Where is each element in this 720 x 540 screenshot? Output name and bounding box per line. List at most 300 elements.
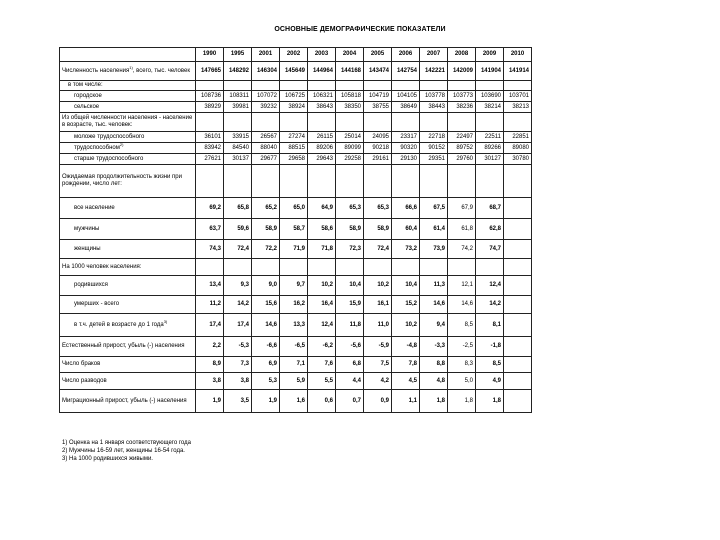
value-cell: 62,8 [476,219,504,240]
row-label-text: Из общей численности населения - население в возрасте, тыс. человек: [62,115,193,128]
value-cell: 10,4 [392,276,420,296]
value-cell [476,259,504,276]
value-cell: 29658 [280,154,308,165]
value-cell [392,81,420,91]
value-cell: 58,6 [308,219,336,240]
table-row [60,113,532,132]
row-label-text: умерших - всего [74,301,120,307]
value-cell: 9,0 [252,276,280,296]
value-cell: 147665 [196,62,224,81]
value-cell [392,113,420,132]
value-cell: 71,8 [308,240,336,259]
value-cell [448,113,476,132]
value-cell: 88515 [280,143,308,154]
value-cell: -5,3 [224,337,252,357]
demographics-table [59,47,532,413]
row-label-text: Численность населения [62,67,130,74]
row-label-tail: , всего, тыс. человек [132,67,190,74]
value-cell: -3,3 [420,337,448,357]
value-cell: 38350 [336,102,364,113]
value-cell [196,113,224,132]
value-cell: 107072 [252,91,280,102]
value-cell: 0,6 [308,390,336,413]
value-cell: 90152 [420,143,448,154]
footnote-marker: 2) [119,142,124,147]
value-cell: 12,1 [448,276,476,296]
table-row [60,276,532,296]
value-cell: 17,4 [196,314,224,337]
value-cell: 11,3 [420,276,448,296]
table-row [60,81,532,91]
value-cell [504,373,532,390]
value-cell: 89266 [476,143,504,154]
value-cell [364,81,392,91]
value-cell [504,276,532,296]
value-cell: 4,4 [336,373,364,390]
value-cell [196,165,224,198]
value-cell: 67,5 [420,198,448,219]
value-cell: -2,5 [448,337,476,357]
value-cell: 3,8 [196,373,224,390]
table-row [60,198,532,219]
value-cell [364,165,392,198]
year-header: 1995 [224,48,252,62]
value-cell [504,165,532,198]
value-cell: 10,2 [308,276,336,296]
value-cell: 143474 [364,62,392,81]
row-label [60,259,196,276]
row-label-text: Ожидаемая продолжительность жизни при рождении, число лет: [62,174,182,187]
year-header: 2002 [280,48,308,62]
value-cell: 65,8 [224,198,252,219]
value-cell: 8,5 [476,357,504,373]
value-cell: 103778 [420,91,448,102]
value-cell: 14,6 [448,296,476,314]
table-row [60,143,532,154]
value-cell: 14,2 [224,296,252,314]
value-cell: 33915 [224,132,252,143]
value-cell: 26567 [252,132,280,143]
value-cell: 89080 [504,143,532,154]
value-cell: 3,5 [224,390,252,413]
value-cell: 72,3 [336,240,364,259]
value-cell: 67,9 [448,198,476,219]
value-cell [392,259,420,276]
table-row [60,132,532,143]
value-cell: 74,2 [448,240,476,259]
value-cell: 89206 [308,143,336,154]
value-cell: 29643 [308,154,336,165]
row-label-text: Число разводов [62,377,107,384]
row-label-text: все население [74,204,115,211]
value-cell: 1,8 [420,390,448,413]
value-cell [476,113,504,132]
value-cell: 105818 [336,91,364,102]
value-cell: 11,0 [364,314,392,337]
value-cell: 69,2 [196,198,224,219]
value-cell: 17,4 [224,314,252,337]
value-cell: 12,4 [476,276,504,296]
value-cell [336,81,364,91]
value-cell: 142754 [392,62,420,81]
value-cell: 38643 [308,102,336,113]
value-cell: 142009 [448,62,476,81]
value-cell [504,81,532,91]
value-cell [252,113,280,132]
value-cell: 83942 [196,143,224,154]
value-cell: 58,7 [280,219,308,240]
value-cell: 7,1 [280,357,308,373]
value-cell: 16,2 [280,296,308,314]
row-label [60,102,196,113]
value-cell: 5,0 [448,373,476,390]
row-label-text: трудоспособном [74,144,120,151]
row-label [60,91,196,102]
value-cell: 30780 [504,154,532,165]
value-cell: 7,5 [364,357,392,373]
value-cell: 63,7 [196,219,224,240]
value-cell: 8,1 [476,314,504,337]
value-cell: 8,5 [448,314,476,337]
value-cell: 64,9 [308,198,336,219]
value-cell: 24095 [364,132,392,143]
value-cell [196,81,224,91]
value-cell [504,357,532,373]
value-cell: 15,9 [336,296,364,314]
value-cell: 38649 [392,102,420,113]
row-label-text: Миграционный прирост, убыль (-) населения [62,397,187,404]
value-cell [280,81,308,91]
value-cell [308,113,336,132]
value-cell [364,113,392,132]
value-cell: 38236 [448,102,476,113]
value-cell: 29161 [364,154,392,165]
value-cell: 72,4 [364,240,392,259]
value-cell: 10,4 [336,276,364,296]
value-cell [252,259,280,276]
value-cell [280,259,308,276]
value-cell: 27274 [280,132,308,143]
row-label [60,276,196,296]
row-label-text: родившихся [74,282,108,288]
value-cell [504,314,532,337]
value-cell [448,259,476,276]
value-cell: 146304 [252,62,280,81]
footnote: 1) Оценка на 1 января соответствующего года [62,440,191,446]
value-cell: 58,9 [252,219,280,240]
value-cell: 23317 [392,132,420,143]
value-cell: 148292 [224,62,252,81]
value-cell [224,259,252,276]
value-cell: 4,9 [476,373,504,390]
value-cell: 66,6 [392,198,420,219]
value-cell: 9,4 [420,314,448,337]
value-cell: 71,9 [280,240,308,259]
value-cell [420,113,448,132]
table-row [60,91,532,102]
value-cell: 15,2 [392,296,420,314]
value-cell: 108736 [196,91,224,102]
value-cell: 29351 [420,154,448,165]
row-label [60,337,196,357]
value-cell: 22511 [476,132,504,143]
value-cell: 39981 [224,102,252,113]
table-row [60,154,532,165]
value-cell: 5,3 [252,373,280,390]
value-cell: 72,2 [252,240,280,259]
row-label [60,357,196,373]
table-row [60,357,532,373]
year-header: 2010 [504,48,532,62]
value-cell: 74,7 [476,240,504,259]
row-label-text: женщины [74,245,101,252]
row-label-text: Число браков [62,361,101,367]
value-cell: 61,4 [420,219,448,240]
value-cell: 4,5 [392,373,420,390]
value-cell: 8,3 [448,357,476,373]
header-corner-cell [60,48,196,62]
value-cell [364,259,392,276]
value-cell: 22718 [420,132,448,143]
value-cell: 12,4 [308,314,336,337]
table-row [60,240,532,259]
value-cell: 0,7 [336,390,364,413]
value-cell [308,259,336,276]
value-cell: 8,9 [196,357,224,373]
value-cell: 9,7 [280,276,308,296]
value-cell: 14,6 [252,314,280,337]
year-header: 2005 [364,48,392,62]
footnote-marker: 3) [163,318,168,324]
value-cell [504,390,532,413]
row-label-text: сельское [74,103,100,110]
row-label [60,62,196,81]
value-cell: 29130 [392,154,420,165]
value-cell: 144168 [336,62,364,81]
value-cell: 30127 [476,154,504,165]
value-cell: 145649 [280,62,308,81]
value-cell [504,113,532,132]
table-header-row [60,48,532,62]
table-row [60,165,532,198]
value-cell: -6,5 [280,337,308,357]
value-cell [392,165,420,198]
value-cell: 65,3 [364,198,392,219]
value-cell: 1,1 [392,390,420,413]
row-label [60,81,196,91]
value-cell: 61,8 [448,219,476,240]
value-cell: 38214 [476,102,504,113]
value-cell: 29677 [252,154,280,165]
value-cell: 60,4 [392,219,420,240]
value-cell: 106725 [280,91,308,102]
value-cell: 36101 [196,132,224,143]
value-cell: -6,6 [252,337,280,357]
value-cell: 4,2 [364,373,392,390]
value-cell: 5,9 [280,373,308,390]
value-cell: 90320 [392,143,420,154]
value-cell [252,81,280,91]
value-cell: 1,9 [196,390,224,413]
value-cell: 9,3 [224,276,252,296]
value-cell: 38213 [504,102,532,113]
value-cell: 7,8 [392,357,420,373]
row-label [60,240,196,259]
row-label-text: в т.ч. детей в возрасте до 1 года [74,321,164,328]
value-cell [336,113,364,132]
value-cell: 30137 [224,154,252,165]
value-cell [476,81,504,91]
footnote-marker: 1) [129,64,133,70]
value-cell [504,296,532,314]
value-cell [280,113,308,132]
value-cell: 29760 [448,154,476,165]
value-cell [504,219,532,240]
value-cell: 10,2 [364,276,392,296]
value-cell [224,165,252,198]
row-label-text: мужчины [74,225,100,232]
row-label-text: На 1000 человек населения: [62,263,142,270]
row-label [60,154,196,165]
value-cell: 29258 [336,154,364,165]
value-cell [420,259,448,276]
year-header: 2007 [420,48,448,62]
value-cell [224,113,252,132]
row-label [60,219,196,240]
table-row [60,373,532,390]
year-header: 2006 [392,48,420,62]
value-cell: 7,3 [224,357,252,373]
value-cell: 58,9 [336,219,364,240]
value-cell: 1,8 [448,390,476,413]
value-cell: 65,3 [336,198,364,219]
value-cell: 22497 [448,132,476,143]
value-cell [504,259,532,276]
row-label-text: моложе трудоспособного [74,133,145,140]
value-cell: 13,3 [280,314,308,337]
value-cell: 27621 [196,154,224,165]
row-label [60,373,196,390]
value-cell: 89752 [448,143,476,154]
year-header: 2001 [252,48,280,62]
table-row [60,296,532,314]
row-label [60,143,196,154]
value-cell: 106321 [308,91,336,102]
value-cell: 103690 [476,91,504,102]
value-cell [504,240,532,259]
value-cell: 14,6 [420,296,448,314]
value-cell: 39232 [252,102,280,113]
value-cell: 1,8 [476,390,504,413]
value-cell [420,81,448,91]
value-cell: 104719 [364,91,392,102]
value-cell [308,165,336,198]
row-label [60,314,196,337]
value-cell: 11,8 [336,314,364,337]
value-cell: 2,2 [196,337,224,357]
value-cell: 38443 [420,102,448,113]
value-cell: 26115 [308,132,336,143]
year-header: 2009 [476,48,504,62]
document-title: ОСНОВНЫЕ ДЕМОГРАФИЧЕСКИЕ ПОКАЗАТЕЛИ [274,26,446,33]
table-row [60,219,532,240]
value-cell: 6,8 [336,357,364,373]
value-cell: -5,9 [364,337,392,357]
value-cell: 90218 [364,143,392,154]
table-row [60,62,532,81]
value-cell: 74,3 [196,240,224,259]
value-cell: -5,6 [336,337,364,357]
value-cell: 38755 [364,102,392,113]
value-cell: 73,2 [392,240,420,259]
value-cell: -1,8 [476,337,504,357]
value-cell [224,81,252,91]
value-cell: 84540 [224,143,252,154]
value-cell: 8,8 [420,357,448,373]
value-cell: 103773 [448,91,476,102]
row-label [60,198,196,219]
footnotes [62,439,191,463]
value-cell: 14,2 [476,296,504,314]
row-label [60,165,196,198]
value-cell: 58,9 [364,219,392,240]
value-cell [448,165,476,198]
value-cell: 65,2 [252,198,280,219]
table-row [60,102,532,113]
value-cell: 6,9 [252,357,280,373]
value-cell: 144964 [308,62,336,81]
row-label [60,113,196,132]
row-label [60,390,196,413]
value-cell: 89099 [336,143,364,154]
value-cell [336,165,364,198]
value-cell [308,81,336,91]
value-cell: 16,4 [308,296,336,314]
value-cell: 142221 [420,62,448,81]
value-cell: 103701 [504,91,532,102]
value-cell: 59,6 [224,219,252,240]
row-label-text: старше трудоспособного [74,155,144,162]
table-row [60,390,532,413]
value-cell [252,165,280,198]
value-cell [336,259,364,276]
value-cell: 4,8 [420,373,448,390]
value-cell [448,81,476,91]
value-cell: 16,1 [364,296,392,314]
value-cell [504,337,532,357]
year-header: 2003 [308,48,336,62]
value-cell [420,165,448,198]
value-cell: -6,2 [308,337,336,357]
year-header: 2004 [336,48,364,62]
value-cell: 5,5 [308,373,336,390]
year-header: 1990 [196,48,224,62]
value-cell: 13,4 [196,276,224,296]
footnote: 3) На 1000 родившихся живыми. [62,456,153,462]
value-cell: -4,8 [392,337,420,357]
value-cell: 22851 [504,132,532,143]
value-cell [476,165,504,198]
row-label-text: Естественный прирост, убыль (-) населения [62,343,185,349]
value-cell [504,198,532,219]
row-label [60,132,196,143]
value-cell [280,165,308,198]
table-row [60,314,532,337]
value-cell: 0,9 [364,390,392,413]
year-header: 2008 [448,48,476,62]
value-cell: 3,8 [224,373,252,390]
table-row [60,337,532,357]
